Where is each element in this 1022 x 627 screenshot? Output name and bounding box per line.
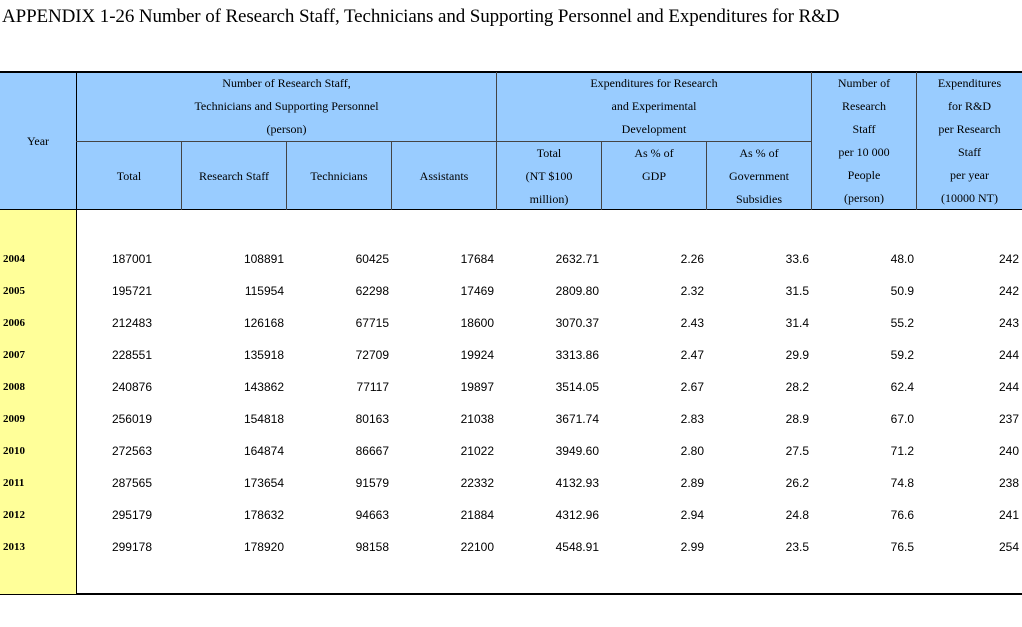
- cell-staff: 178920: [243, 540, 284, 554]
- cell-assist: 17469: [460, 284, 494, 298]
- header-assistants: Assistants: [419, 168, 469, 183]
- cell-staff: 173654: [243, 476, 284, 490]
- cell-tech: 91579: [355, 476, 389, 490]
- table-row: [0, 403, 1022, 435]
- cell-total: 287565: [111, 476, 152, 490]
- cell-exp: 3313.86: [555, 348, 599, 362]
- header-exp-per-staff: Expenditures for R&D per Research Staff per year (10000 NT): [937, 76, 1002, 205]
- cell-per-staff: 238: [998, 476, 1019, 490]
- bottom-rule: [0, 593, 1022, 595]
- cell-exp: 4132.93: [555, 476, 599, 490]
- cell-gov: 31.5: [785, 284, 809, 298]
- cell-staff: 164874: [243, 444, 284, 458]
- cell-total: 195721: [111, 284, 152, 298]
- header-technicians: Technicians: [310, 168, 368, 183]
- cell-exp: 3514.05: [555, 380, 599, 394]
- page-title: APPENDIX 1-26 Number of Research Staff, Technicians and Supporting Personnel and Expenditures for R&D: [2, 6, 840, 27]
- table-row: [0, 531, 1022, 563]
- cell-tech: 60425: [355, 252, 389, 266]
- cell-year: 2007: [3, 349, 25, 361]
- header-expenditures-group: Expenditures for Research and Experimental Development: [590, 76, 718, 136]
- cell-gdp: 2.43: [680, 316, 704, 330]
- cell-per-staff: 241: [998, 508, 1019, 522]
- table-row: [0, 499, 1022, 531]
- cell-gdp: 2.99: [680, 540, 704, 554]
- header-year: Year: [26, 133, 50, 148]
- cell-assist: 22332: [460, 476, 494, 490]
- cell-staff: 154818: [243, 412, 284, 426]
- cell-exp: 4312.96: [555, 508, 599, 522]
- cell-gov: 24.8: [785, 508, 809, 522]
- table-row: [0, 435, 1022, 467]
- cell-gov: 28.2: [785, 380, 809, 394]
- cell-gov: 31.4: [785, 316, 809, 330]
- cell-exp: 2809.80: [555, 284, 599, 298]
- cell-exp: 3671.74: [555, 412, 599, 426]
- cell-total: 272563: [111, 444, 152, 458]
- table-row: [0, 467, 1022, 499]
- cell-year: 2013: [3, 541, 25, 553]
- header-exp-total: Total (NT $100 million): [525, 145, 573, 206]
- cell-gov: 33.6: [785, 252, 809, 266]
- cell-assist: 18600: [460, 316, 494, 330]
- cell-staff: 143862: [243, 380, 284, 394]
- cell-gov: 28.9: [785, 412, 809, 426]
- cell-per-staff: 244: [998, 348, 1019, 362]
- table-row: [0, 339, 1022, 371]
- cell-assist: 19924: [460, 348, 494, 362]
- cell-gov: 26.2: [785, 476, 809, 490]
- header-personnel-group: Number of Research Staff, Technicians and Supporting Personnel (person): [194, 76, 379, 136]
- cell-year: 2011: [3, 477, 25, 489]
- table-row: [0, 275, 1022, 307]
- cell-staff: 108891: [243, 252, 284, 266]
- cell-staff: 178632: [243, 508, 284, 522]
- cell-total: 228551: [111, 348, 152, 362]
- header-research-staff: Research Staff: [198, 168, 270, 183]
- cell-tech: 86667: [355, 444, 389, 458]
- cell-per-people: 48.0: [890, 252, 914, 266]
- cell-per-people: 62.4: [890, 380, 914, 394]
- cell-per-people: 74.8: [890, 476, 914, 490]
- cell-gdp: 2.94: [680, 508, 704, 522]
- cell-total: 187001: [111, 252, 152, 266]
- table-row: [0, 371, 1022, 403]
- cell-tech: 80163: [355, 412, 389, 426]
- cell-year: 2010: [3, 445, 25, 457]
- header-staff-per-people: Number of Research Staff per 10 000 People (person): [837, 76, 891, 205]
- cell-exp: 3070.37: [555, 316, 599, 330]
- cell-per-people: 76.6: [890, 508, 914, 522]
- cell-total: 256019: [111, 412, 152, 426]
- cell-gdp: 2.32: [680, 284, 704, 298]
- cell-year: 2012: [3, 509, 25, 521]
- cell-gov: 29.9: [785, 348, 809, 362]
- cell-assist: 21884: [460, 508, 494, 522]
- cell-year: 2004: [3, 253, 25, 265]
- cell-per-people: 67.0: [890, 412, 914, 426]
- cell-per-people: 76.5: [890, 540, 914, 554]
- cell-per-staff: 244: [998, 380, 1019, 394]
- cell-staff: 115954: [244, 284, 284, 298]
- cell-tech: 67715: [355, 316, 389, 330]
- header-pct-gdp: As % of GDP: [634, 145, 674, 183]
- table-row: [0, 243, 1022, 275]
- cell-gdp: 2.47: [680, 348, 704, 362]
- cell-gdp: 2.89: [680, 476, 704, 490]
- cell-gdp: 2.67: [680, 380, 704, 394]
- cell-per-staff: 254: [998, 540, 1019, 554]
- cell-tech: 98158: [355, 540, 389, 554]
- table-row: [0, 307, 1022, 339]
- cell-tech: 94663: [355, 508, 389, 522]
- cell-gdp: 2.26: [680, 252, 704, 266]
- cell-exp: 4548.91: [555, 540, 599, 554]
- cell-per-people: 71.2: [890, 444, 914, 458]
- cell-gov: 23.5: [785, 540, 809, 554]
- cell-assist: 22100: [460, 540, 494, 554]
- header-total: Total: [116, 168, 142, 183]
- cell-tech: 62298: [355, 284, 389, 298]
- cell-assist: 21022: [460, 444, 494, 458]
- cell-per-staff: 242: [998, 284, 1019, 298]
- header-pct-gov: As % of Government Subsidies: [729, 145, 789, 206]
- cell-per-people: 55.2: [890, 316, 914, 330]
- cell-per-people: 50.9: [890, 284, 914, 298]
- cell-total: 299178: [111, 540, 152, 554]
- cell-total: 295179: [111, 508, 152, 522]
- cell-assist: 17684: [460, 252, 494, 266]
- cell-total: 240876: [111, 380, 152, 394]
- cell-per-staff: 242: [998, 252, 1019, 266]
- cell-per-people: 59.2: [890, 348, 914, 362]
- cell-year: 2006: [3, 317, 25, 329]
- cell-staff: 126168: [243, 316, 284, 330]
- cell-per-staff: 243: [998, 316, 1019, 330]
- cell-staff: 135918: [243, 348, 284, 362]
- cell-exp: 3949.60: [555, 444, 599, 458]
- cell-tech: 77117: [356, 380, 389, 394]
- cell-gdp: 2.80: [680, 444, 704, 458]
- cell-per-staff: 240: [998, 444, 1019, 458]
- cell-per-staff: 237: [998, 412, 1019, 426]
- cell-assist: 21038: [460, 412, 494, 426]
- cell-tech: 72709: [355, 348, 389, 362]
- cell-year: 2005: [3, 285, 25, 297]
- cell-total: 212483: [111, 316, 152, 330]
- cell-year: 2008: [3, 381, 25, 393]
- cell-gdp: 2.83: [680, 412, 704, 426]
- cell-year: 2009: [3, 413, 25, 425]
- cell-gov: 27.5: [785, 444, 809, 458]
- cell-exp: 2632.71: [555, 252, 599, 266]
- cell-assist: 19897: [460, 380, 494, 394]
